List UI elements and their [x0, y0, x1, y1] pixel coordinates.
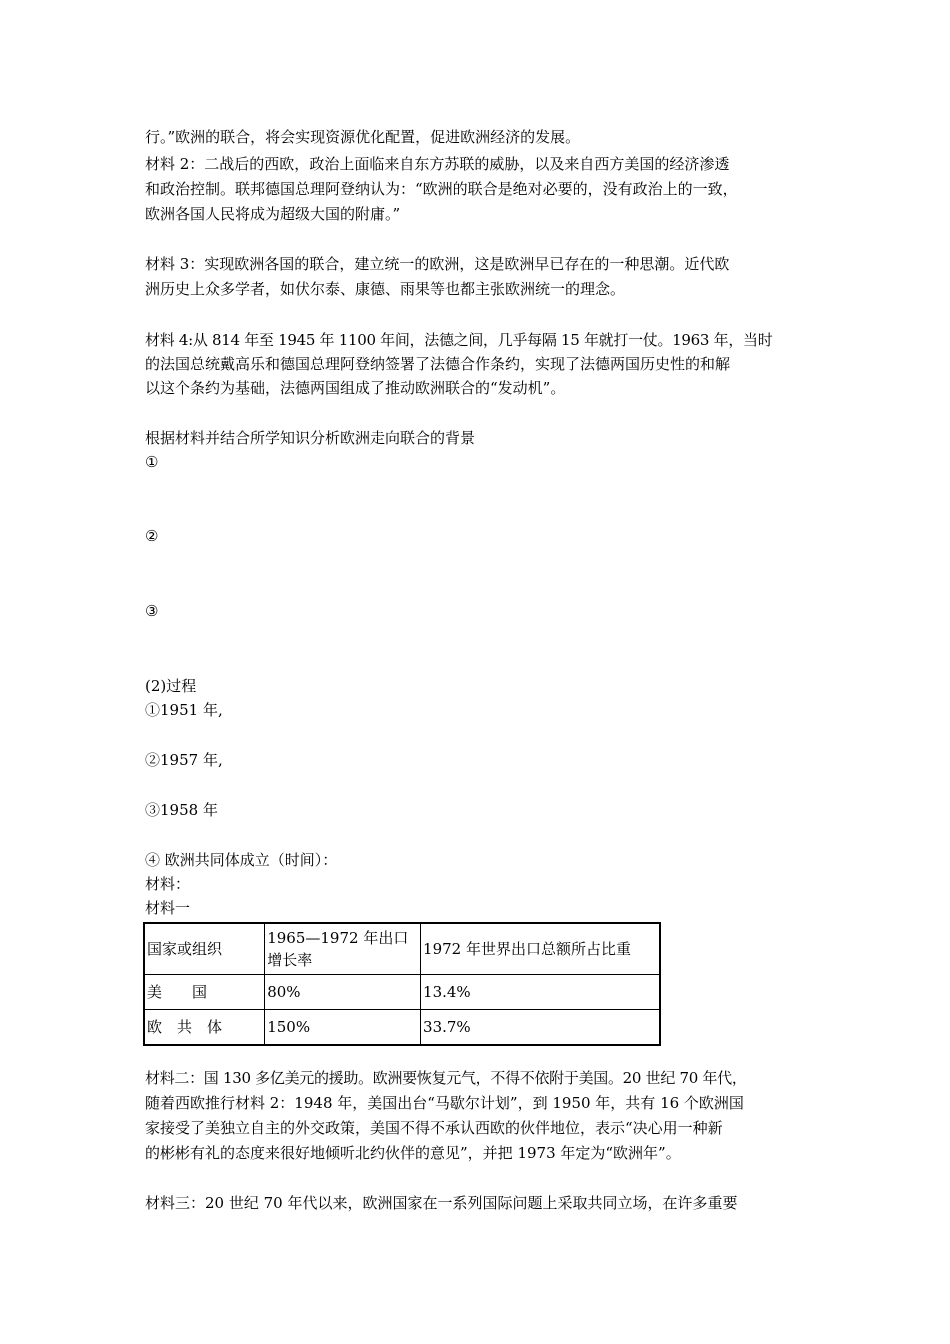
text-line: 和政治控制。联邦德国总理阿登纳认为：“欧洲的联合是绝对必要的，没有政治上的一致，: [145, 180, 738, 198]
answer-marker: ②: [145, 527, 159, 545]
text-line: 材料 2：二战后的西欧，政治上面临来自东方苏联的威胁，以及来自西方美国的经济渗透: [145, 155, 730, 173]
table-header-cell: 国家或组织: [144, 923, 265, 975]
text-line: 家接受了美独立自主的外交政策，美国不得不承认西欧的伙伴地位，表示“决心用一种新: [145, 1119, 723, 1137]
text-line: 材料 4:从 814 年至 1945 年 1100 年间，法德之间，几乎每隔 15 年就打一仗。1963 年，当时: [145, 331, 773, 349]
section-heading: (2)过程: [145, 677, 197, 695]
material-label: 材料：: [145, 875, 191, 893]
answer-marker: ③: [145, 602, 159, 620]
material-label: 材料一: [145, 899, 191, 917]
table-row: [144, 1010, 660, 1046]
answer-marker: ①: [145, 453, 159, 471]
text-line: 欧洲各国人民将成为超级大国的附庸。”: [145, 205, 401, 223]
process-item: ③1958 年: [145, 801, 218, 819]
table-row: [144, 975, 660, 1010]
process-item: ④ 欧洲共同体成立（时间）：: [145, 851, 338, 869]
table-cell: 欧 共 体: [144, 1010, 265, 1046]
text-line: 材料 3：实现欧洲各国的联合，建立统一的欧洲，这是欧洲早已存在的一种思潮。近代欧: [145, 255, 730, 273]
text-line: 以这个条约为基础，法德两国组成了推动欧洲联合的“发动机”。: [145, 379, 566, 397]
table-cell: 80%: [265, 975, 421, 1010]
process-item: ②1957 年,: [145, 751, 223, 769]
table-header-row: [144, 923, 660, 975]
text-line: 随着西欧推行材料 2：1948 年，美国出台“马歇尔计划”，到 1950 年，共有 16 个欧洲国: [145, 1094, 744, 1112]
table-cell: 13.4%: [421, 975, 660, 1010]
text-line: 的法国总统戴高乐和德国总理阿登纳签署了法德合作条约，实现了法德两国历史性的和解: [145, 355, 731, 373]
table-header-cell: 1972 年世界出口总额所占比重: [421, 923, 660, 975]
table-cell: 33.7%: [421, 1010, 660, 1046]
table-cell: 150%: [265, 1010, 421, 1046]
table-cell: 美 国: [144, 975, 265, 1010]
text-line: 的彬彬有礼的态度来很好地倾听北约伙伴的意见”，并把 1973 年定为“欧洲年”。: [145, 1144, 681, 1162]
text-line: 材料三：20 世纪 70 年代以来，欧洲国家在一系列国际问题上采取共同立场，在许多重要: [145, 1194, 738, 1212]
process-item: ①1951 年,: [145, 701, 223, 719]
question-prompt: 根据材料并结合所学知识分析欧洲走向联合的背景: [145, 429, 476, 447]
text-line: 行。”欧洲的联合，将会实现资源优化配置，促进欧洲经济的发展。: [145, 128, 581, 146]
text-line: 洲历史上众多学者，如伏尔泰、康德、雨果等也都主张欧洲统一的理念。: [145, 280, 626, 298]
table-header-cell: 1965—1972 年出口增长率: [265, 923, 421, 975]
export-table: [143, 922, 661, 1046]
text-line: 材料二：国 130 多亿美元的援助。欧洲要恢复元气，不得不依附于美国。20 世纪 70 年代，: [145, 1069, 747, 1087]
